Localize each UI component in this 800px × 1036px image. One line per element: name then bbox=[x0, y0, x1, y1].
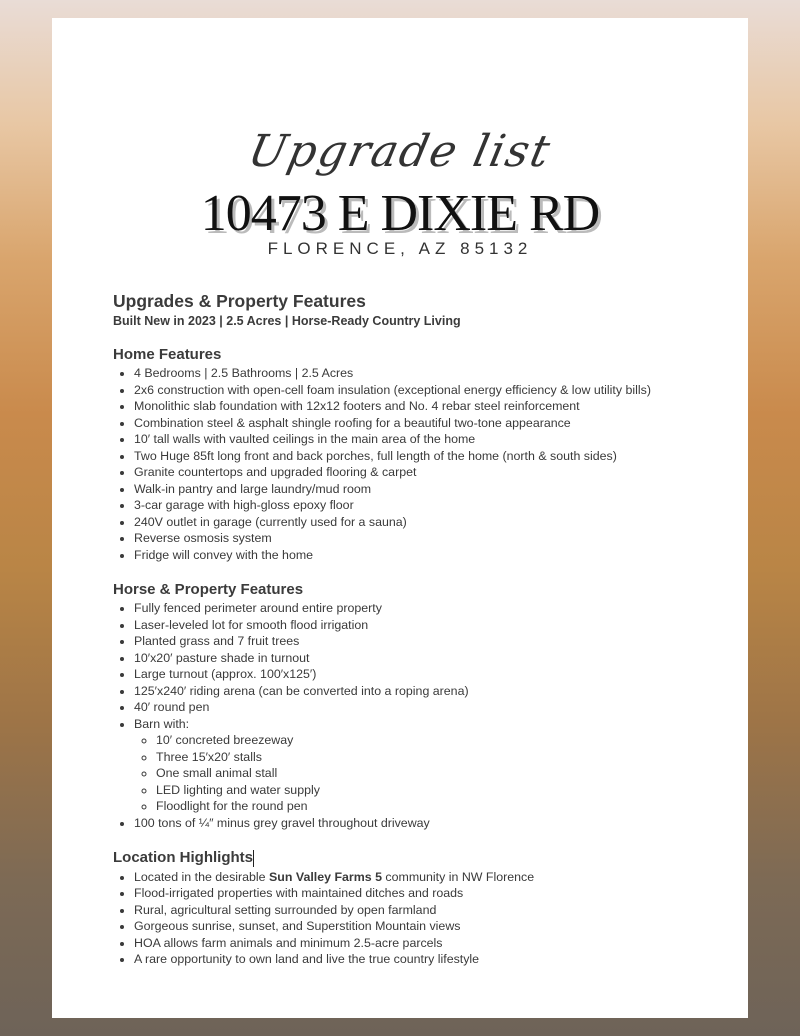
location-list bbox=[113, 869, 733, 968]
horse-features-list bbox=[113, 600, 733, 831]
list-item: • Rural, agricultural setting surrounded by open farmland bbox=[134, 902, 733, 919]
list-item: • A rare opportunity to own land and live the true country lifestyle bbox=[134, 951, 733, 968]
list-item: • 240V outlet in garage (currently used for a sauna) bbox=[134, 514, 733, 531]
list-item: • 10′x20′ pasture shade in turnout bbox=[134, 650, 733, 667]
list-item: • Monolithic slab foundation with 12x12 footers and No. 4 rebar steel reinforcement bbox=[134, 398, 733, 415]
list-item: • Gorgeous sunrise, sunset, and Superstition Mountain views bbox=[134, 918, 733, 935]
sub-list-item: ◦ One small animal stall bbox=[156, 765, 733, 782]
list-item: • Planted grass and 7 fruit trees bbox=[134, 633, 733, 650]
list-item: • Combination steel & asphalt shingle roofing for a beautiful two-tone appearance bbox=[134, 415, 733, 432]
barn-label: Barn with: bbox=[134, 716, 190, 731]
list-item bbox=[134, 869, 733, 886]
sub-list-item: ◦ LED lighting and water supply bbox=[156, 782, 733, 799]
list-item: • Large turnout (approx. 100′x125′) bbox=[134, 666, 733, 683]
sub-list-item: ◦ 10′ concreted breezeway bbox=[156, 732, 733, 749]
horse-features-heading: Horse & Property Features bbox=[113, 581, 304, 598]
flyer-page bbox=[52, 18, 748, 1018]
list-item: • 10′ tall walls with vaulted ceilings in the main area of the home bbox=[134, 431, 733, 448]
list-item: • Fridge will convey with the home bbox=[134, 547, 733, 564]
list-item: • Two Huge 85ft long front and back porches, full length of the home (north & south sides) bbox=[134, 448, 733, 465]
list-item: • 4 Bedrooms | 2.5 Bathrooms | 2.5 Acres bbox=[134, 365, 733, 382]
list-item: • Flood-irrigated properties with maintained ditches and roads bbox=[134, 885, 733, 902]
list-item: • 3-car garage with high-gloss epoxy floor bbox=[134, 497, 733, 514]
document-body[interactable] bbox=[113, 291, 733, 968]
list-item: • Walk-in pantry and large laundry/mud room bbox=[134, 481, 733, 498]
list-item: • 2x6 construction with open-cell foam insulation (exceptional energy efficiency & low utility bills) bbox=[134, 382, 733, 399]
barn-sublist bbox=[134, 732, 733, 815]
home-features-heading: Home Features bbox=[113, 346, 222, 363]
text: community in NW Florence bbox=[381, 869, 535, 884]
sub-list-item: ◦ Floodlight for the round pen bbox=[156, 798, 733, 815]
list-item: • Granite countertops and upgraded flooring & carpet bbox=[134, 464, 733, 481]
list-item: • HOA allows farm animals and minimum 2.5-acre parcels bbox=[134, 935, 733, 952]
address-title: 10473 E DIXIE RD bbox=[200, 185, 600, 242]
text: Located in the desirable bbox=[134, 869, 270, 884]
doc-subtitle: Built New in 2023 | 2.5 Acres | Horse-Ready Country Living bbox=[113, 314, 461, 328]
list-item: • Laser-leveled lot for smooth flood irrigation bbox=[134, 617, 733, 634]
home-features-list bbox=[113, 365, 733, 563]
city-line: FLORENCE, AZ 85132 bbox=[267, 239, 533, 258]
script-title: Upgrade list bbox=[243, 126, 557, 177]
sub-list-item: ◦ Three 15′x20′ stalls bbox=[156, 749, 733, 766]
list-item: • 40′ round pen bbox=[134, 699, 733, 716]
location-heading bbox=[113, 849, 733, 867]
list-item: • 125′x240′ riding arena (can be converted into a roping arena) bbox=[134, 683, 733, 700]
list-item: • Fully fenced perimeter around entire property bbox=[134, 600, 733, 617]
community-name: Sun Valley Farms 5 bbox=[269, 869, 382, 884]
location-heading-text: Location Highlights bbox=[113, 849, 253, 866]
list-item: • 100 tons of ¼″ minus grey gravel throughout driveway bbox=[134, 815, 733, 832]
text-cursor bbox=[253, 850, 254, 867]
list-item: • Reverse osmosis system bbox=[134, 530, 733, 547]
doc-title: Upgrades & Property Features bbox=[113, 291, 366, 311]
list-item-barn bbox=[134, 716, 733, 815]
